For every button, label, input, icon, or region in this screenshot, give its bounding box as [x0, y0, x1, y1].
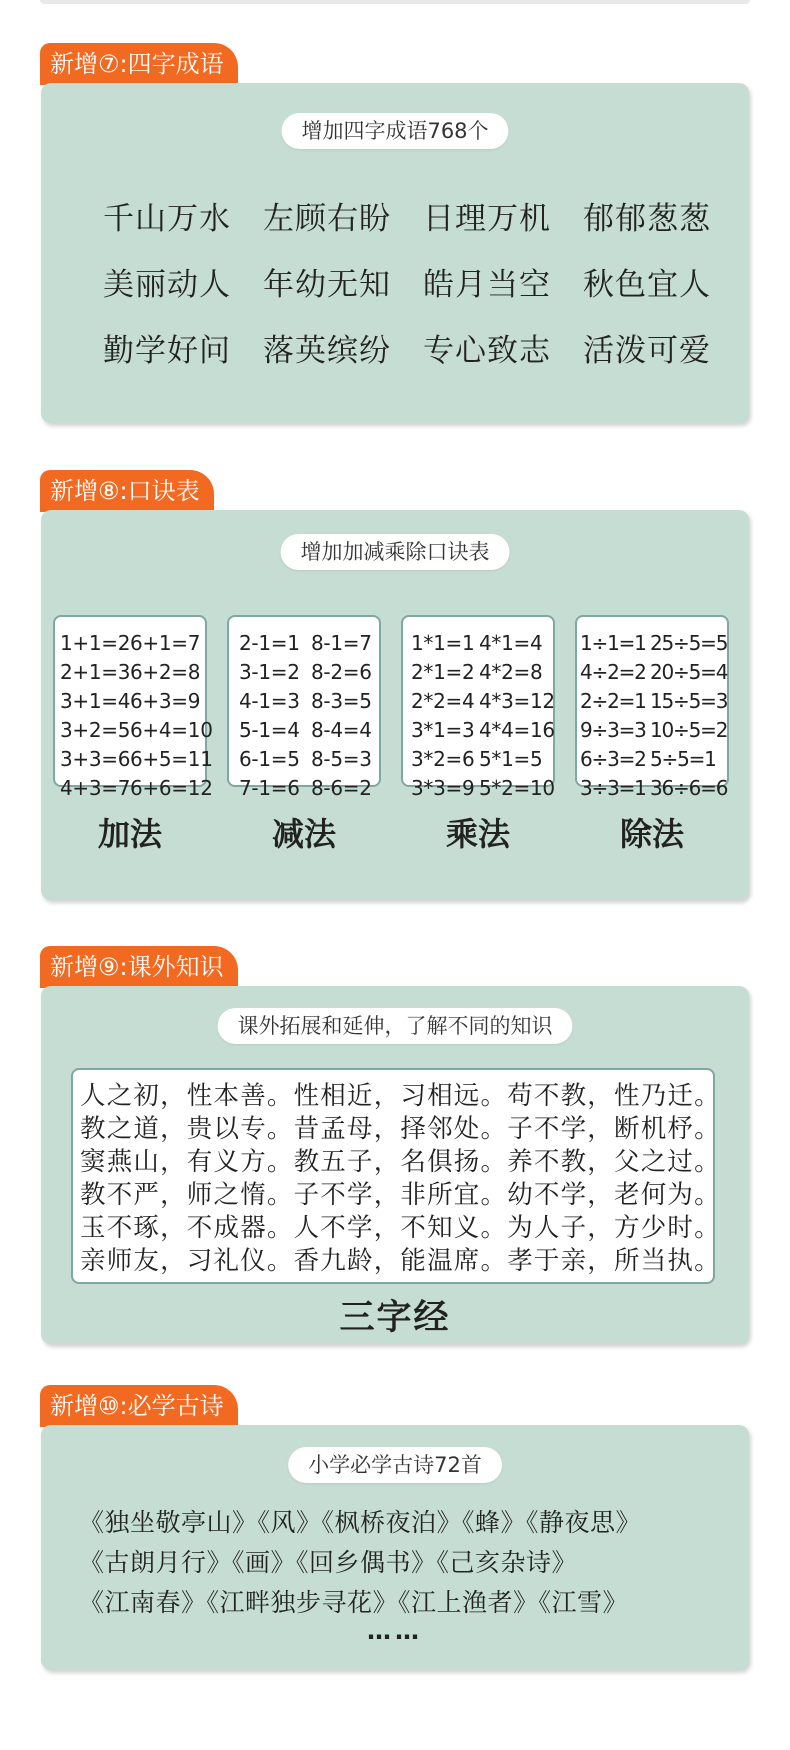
classic-line: 教之道，贵以专。昔孟母，择邻处。子不学，断机杼。	[80, 1114, 721, 1144]
knowledge-card	[41, 986, 749, 1344]
math-item: 8-2=6	[311, 660, 372, 684]
math-item: 2-1=1	[239, 631, 300, 655]
idioms-pill: 增加四字成语768个	[281, 113, 508, 149]
math-item: 8-3=5	[311, 689, 372, 713]
math-card	[41, 510, 749, 900]
idiom-item: 千山万水	[103, 201, 231, 237]
math-box	[227, 615, 381, 800]
math-item: 3-1=2	[239, 660, 300, 684]
math-item: 2*1=2	[411, 660, 475, 684]
math-label: 乘法	[445, 815, 510, 853]
math-list-right	[311, 629, 372, 803]
math-item: 3+1=4	[60, 689, 131, 713]
idiom-item: 左顾右盼	[263, 201, 391, 237]
math-item: 3*1=3	[411, 718, 475, 742]
math-list-left	[411, 629, 474, 803]
math-list-right	[130, 629, 213, 803]
classic-line: 亲师友，习礼仪。香九龄，能温席。孝于亲，所当执。	[80, 1246, 721, 1276]
classic-line: 人之初，性本善。性相近，习相远。苟不教，性乃迁。	[80, 1081, 721, 1111]
poem-line: 《江南春》《江畔独步寻花》《江上渔者》《江雪》	[79, 1588, 629, 1617]
math-item: 4÷2=2	[580, 660, 646, 684]
math-item: 5*2=10	[479, 776, 555, 800]
poem-line: 《古朗月行》《画》《回乡偶书》《己亥杂诗》	[79, 1548, 578, 1577]
section-tag: 新增⑩:必学古诗	[40, 1385, 238, 1427]
math-item: 5-1=4	[239, 718, 300, 742]
previous-card-edge	[40, 0, 750, 4]
classic-line: 窦燕山，有义方。教五子，名俱扬。养不教，父之过。	[80, 1147, 721, 1177]
math-item: 1*1=1	[411, 631, 475, 655]
math-item: 1÷1=1	[580, 631, 646, 655]
math-item: 4*4=16	[479, 718, 555, 742]
math-item: 6+6=12	[130, 776, 213, 800]
math-item: 10÷5=2	[650, 718, 728, 742]
idiom-item: 落英缤纷	[263, 333, 391, 369]
math-item: 6+4=10	[130, 718, 213, 742]
section-tag: 新增⑦:四字成语	[40, 43, 238, 85]
math-list-left	[239, 629, 300, 803]
math-item: 5÷5=1	[650, 747, 716, 771]
math-label: 减法	[271, 815, 336, 853]
math-item: 6+3=9	[130, 689, 201, 713]
math-item: 4+3=7	[60, 776, 131, 800]
math-item: 25÷5=5	[650, 631, 728, 655]
math-item: 5*1=5	[479, 747, 543, 771]
math-item: 4-1=3	[239, 689, 300, 713]
math-item: 3+3=6	[60, 747, 131, 771]
idiom-item: 日理万机	[423, 201, 551, 237]
idiom-item: 专心致志	[423, 333, 551, 369]
idiom-item: 活泼可爱	[583, 333, 711, 369]
classic-line: 玉不琢，不成器。人不学，不知义。为人子，方少时。	[80, 1213, 721, 1243]
knowledge-pill: 课外拓展和延伸，了解不同的知识	[218, 1008, 573, 1044]
math-item: 8-5=3	[311, 747, 372, 771]
math-box	[575, 615, 729, 800]
math-item: 6+5=11	[130, 747, 213, 771]
idiom-item: 勤学好问	[103, 333, 231, 369]
idiom-item: 美丽动人	[103, 267, 231, 303]
math-item: 6+2=8	[130, 660, 201, 684]
math-item: 6+1=7	[130, 631, 201, 655]
math-item: 4*1=4	[479, 631, 543, 655]
section-tag: 新增⑨:课外知识	[40, 946, 238, 988]
math-item: 2+1=3	[60, 660, 131, 684]
math-item: 3÷3=1	[580, 776, 646, 800]
math-item: 4*2=8	[479, 660, 543, 684]
math-list-left	[60, 629, 130, 803]
math-item: 36÷6=6	[650, 776, 728, 800]
math-item: 8-6=2	[311, 776, 372, 800]
math-item: 8-1=7	[311, 631, 372, 655]
math-column-multiplication	[401, 615, 555, 855]
math-item: 3+2=5	[60, 718, 131, 742]
math-column-division	[575, 615, 729, 855]
idiom-grid	[87, 193, 727, 391]
classic-text-box	[71, 1068, 721, 1284]
idiom-item: 皓月当空	[423, 267, 551, 303]
math-item: 8-4=4	[311, 718, 372, 742]
math-item: 3*3=9	[411, 776, 475, 800]
math-item: 6÷3=2	[580, 747, 646, 771]
idioms-card	[41, 83, 749, 423]
math-label: 加法	[97, 815, 162, 853]
math-item: 1+1=2	[60, 631, 131, 655]
classic-line: 教不严，师之惰。子不学，非所宜。幼不学，老何为。	[80, 1180, 721, 1210]
math-item: 15÷5=3	[650, 689, 728, 713]
math-item: 20÷5=4	[650, 660, 728, 684]
math-box	[401, 615, 555, 800]
section-tag: 新增⑧:口诀表	[40, 470, 214, 512]
math-column-subtraction	[227, 615, 381, 855]
math-item: 4*3=12	[479, 689, 555, 713]
idiom-item: 年幼无知	[263, 267, 391, 303]
classic-title: 三字经	[339, 1298, 451, 1338]
idiom-item: 秋色宜人	[583, 267, 711, 303]
math-item: 2*2=4	[411, 689, 475, 713]
idiom-item: 郁郁葱葱	[583, 201, 711, 237]
ellipsis: ……	[367, 1617, 423, 1645]
poem-line: 《独坐敬亭山》《风》《枫桥夜泊》《蜂》《静夜思》	[79, 1508, 642, 1537]
math-column-addition	[53, 615, 213, 855]
math-list-left	[580, 629, 646, 803]
math-pill: 增加加减乘除口诀表	[281, 534, 510, 570]
math-list-right	[479, 629, 555, 803]
math-item: 6-1=5	[239, 747, 300, 771]
math-item: 7-1=6	[239, 776, 300, 800]
math-item: 9÷3=3	[580, 718, 646, 742]
math-item: 2÷2=1	[580, 689, 646, 713]
math-label: 除法	[619, 815, 684, 853]
math-list-right	[650, 629, 727, 803]
math-box	[53, 615, 213, 800]
math-item: 3*2=6	[411, 747, 475, 771]
poems-card	[41, 1425, 749, 1670]
poems-pill: 小学必学古诗72首	[288, 1447, 502, 1483]
